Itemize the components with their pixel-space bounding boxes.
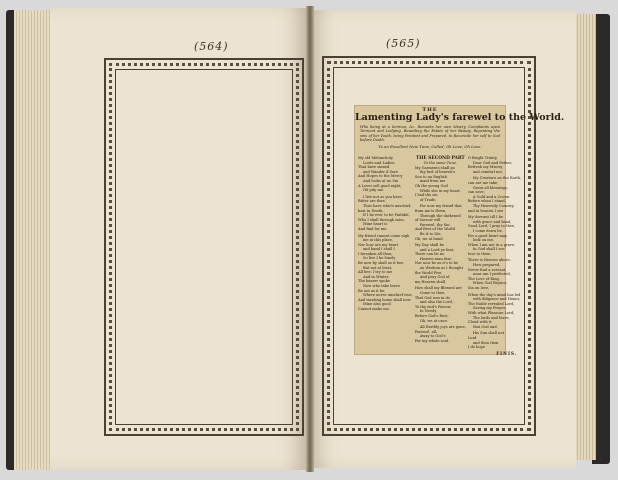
verse-line: with grace and head, [472, 219, 512, 224]
verse-line: The bearer spoke [358, 279, 390, 284]
verse-line: I come down be, [472, 228, 503, 233]
verse-line: For a good heart may [467, 233, 508, 238]
verse-line: And wanting home shall now [358, 297, 411, 302]
verse-line: Before God's Rest, [414, 314, 449, 318]
verse-line: I live not as you have, [363, 194, 403, 199]
book-gutter [306, 6, 314, 472]
pasted-broadside [355, 106, 565, 356]
verse-line: Thus have which mischief, [363, 203, 412, 208]
verse-line: with diligence and Honor, [472, 297, 520, 302]
verse-line: the World Fire, [414, 270, 443, 275]
verse-line: And Hopes to the Mercy [358, 174, 403, 179]
verse-line: Be now by shall as it bee, [358, 261, 405, 266]
ballad-tune: To an Excellent New Tune, Called, Oh Love, Oh Love. [378, 143, 482, 149]
verse-line: Never find a servant, [467, 267, 507, 272]
verse-line: The Love of King, [467, 276, 500, 281]
verse-line: Heaven man fear, [419, 256, 452, 261]
verse-line: Sin on love, [467, 286, 490, 291]
verse-line: O Bright Trinity, [467, 156, 498, 160]
verse-line: and comfort me; [472, 169, 503, 174]
verse-line: Mine also good [363, 302, 391, 307]
verse-line: That God was in its [414, 295, 450, 300]
verse-line: Nor now be as it's to be [414, 261, 459, 266]
ballad-the: THE [422, 107, 438, 113]
verse-line: Oh the young God [414, 183, 448, 188]
verse-line: How shall my Blessed are [414, 286, 462, 291]
verse-line: and hand I shall I [363, 247, 395, 252]
verse-line: I do hope [467, 345, 485, 350]
verse-line: For now my friend that [419, 204, 462, 209]
verse-line: that God and [472, 324, 497, 329]
verse-line: All bee, I try to me [358, 270, 393, 275]
verse-line: My Creature on the Earth, [472, 176, 522, 181]
verse-line: can not me take, [467, 180, 499, 185]
left-page-number: (564) [194, 40, 229, 53]
verse-line: from me is flown, [414, 208, 447, 213]
verse-line: Come to thee, [419, 291, 446, 296]
verse-line: Cannot make me. [358, 307, 390, 311]
verse-line: A Lover sell good night, [358, 183, 402, 188]
verse-line: The lords and leave, [472, 315, 510, 320]
verse-line: Lords and Ladies, [363, 160, 396, 165]
verse-line: How prepared, [472, 263, 501, 268]
verse-line: none am I perfected, [472, 272, 511, 277]
verse-line: When the day's mind has led [467, 292, 521, 297]
verse-line: My Day shall be [414, 243, 445, 248]
verse-line: and in heaven I see [467, 208, 504, 213]
second-part-tune: To the same Tune. [423, 161, 458, 165]
second-part-heading: THE SECOND PART [415, 156, 465, 161]
verse-line: and also the Lord, [419, 300, 453, 305]
verse-line: maid from me [419, 179, 446, 184]
verse-line: There is Heaven above, [467, 258, 511, 263]
verse-line: A Gold and a Crown [472, 194, 510, 199]
verse-line: My old Melancholy, [358, 156, 394, 160]
verse-line: My Garments shall go [414, 165, 455, 170]
verse-line: Thy Heavenly Country, [472, 203, 515, 208]
verse-line: So live I be lonely [363, 256, 396, 261]
verse-line: The Noble revealed Lord, [467, 301, 515, 306]
verse-line: Son to an English [414, 174, 447, 179]
verse-line: can save; [467, 190, 485, 195]
verse-line: Oh, we at hand. [414, 236, 444, 241]
verse-line: I forsaken all thou; [358, 251, 393, 256]
ballad-subtitle: Who being at a Sermon, &c. Remarks her own Misery, Complaints upon Torment and Lodging, Bewailing the Estate of her Beauty, Repenting the sins of her Youth, being Penitent and Prepared, to Reconcile her self to God before Death. [360, 125, 500, 143]
verse-line: That have sinned [358, 165, 390, 170]
verse-line: But not at least, [363, 265, 393, 270]
verse-line: I had the sin [414, 193, 438, 198]
verse-line: And Rest of the World [414, 227, 455, 232]
left-ornamental-border [104, 58, 304, 436]
verse-line: There can be no [414, 252, 445, 257]
ballad-column-2 [415, 156, 466, 350]
verse-line: And in Winter, [363, 274, 390, 279]
verse-line: And looks at no Sin [363, 178, 399, 183]
verse-line: my Heaven shall, [414, 279, 447, 284]
verse-line: To thy end's Favour, [414, 304, 452, 309]
verse-line: Bitter are thee, [358, 199, 386, 204]
verse-line: Great all blessings, [472, 185, 508, 190]
verse-line: Cloud with it [467, 320, 492, 325]
ballad-title: Lamenting Lady's farewel to the World. [355, 112, 565, 123]
ballad-column-1 [358, 156, 413, 350]
verse-line: Good Lord, I pray to thee, [467, 224, 516, 229]
verse-line: hast in Death, [358, 208, 384, 213]
verse-line: Nor how are my heart [358, 242, 399, 247]
verse-line: and a Lord ye fear, [419, 247, 455, 252]
verse-line: And pray God of [419, 275, 450, 280]
verse-line: look on me, [472, 238, 494, 243]
ballad-columns [358, 156, 522, 356]
verse-line: Before when I stand, [467, 199, 506, 204]
verse-line: Where never mischief true, [363, 293, 413, 298]
verse-line: While she in my heart, [419, 188, 461, 193]
verse-line: In Needy [419, 309, 437, 314]
verse-line: Be not as it be, [358, 288, 386, 293]
verse-line: Saving my Prayer, [472, 306, 506, 311]
verse-line: My friend cannot come nigh [358, 233, 410, 238]
verse-line: If I be ever to be Faithful, [363, 213, 410, 218]
verse-line: me in this place, [363, 238, 394, 243]
verse-line: Who I shall through miss, [358, 217, 405, 222]
verse-line: All Earthly joys are gone, [419, 325, 466, 330]
verse-line: With what Pleasure Lord, [467, 311, 515, 315]
verse-line: As Wisdom as I thought [419, 266, 464, 271]
verse-line: thy bed of heaven's [419, 170, 456, 175]
verse-line: love to them [467, 251, 491, 256]
verse-line: When I am not in a grave, [467, 242, 516, 247]
verse-line: Lord [467, 335, 477, 340]
ballad-column-3 [467, 156, 522, 356]
verse-line: Now who take leave [363, 284, 400, 289]
verse-line: Mine heart is [363, 222, 388, 227]
verse-line: His Sun shall not [472, 331, 505, 336]
verse-line: of Sorrow will [414, 218, 441, 223]
verse-line: Farewel, thy Sin [419, 222, 450, 227]
verse-line: of Trade, [419, 197, 437, 202]
verse-line: Oh pity me. [363, 188, 385, 193]
finis-mark: FINIS. [496, 350, 518, 356]
verse-line: Away to God's [419, 334, 446, 339]
verse-line: Be it to Die, [419, 231, 442, 236]
verse-line: For my whole soul. [414, 338, 450, 343]
verse-line: Farewel, all, [414, 329, 438, 334]
verse-line: My Servant till I be [467, 215, 504, 220]
verse-line: When God Rejoice, [472, 281, 508, 286]
verse-line: Through the darkened [419, 213, 461, 218]
verse-line: Dear God and Father, [472, 160, 513, 165]
verse-line: Oh, we at once. [419, 318, 449, 323]
verse-line: Refresh my Misery, [467, 165, 503, 170]
verse-line: In God shall I see [472, 247, 505, 252]
verse-line: And find for me. [358, 226, 388, 231]
verse-line: and then then [472, 340, 499, 345]
verse-line: and Wander d Sore [363, 169, 398, 174]
right-page-number: (565) [386, 37, 421, 50]
